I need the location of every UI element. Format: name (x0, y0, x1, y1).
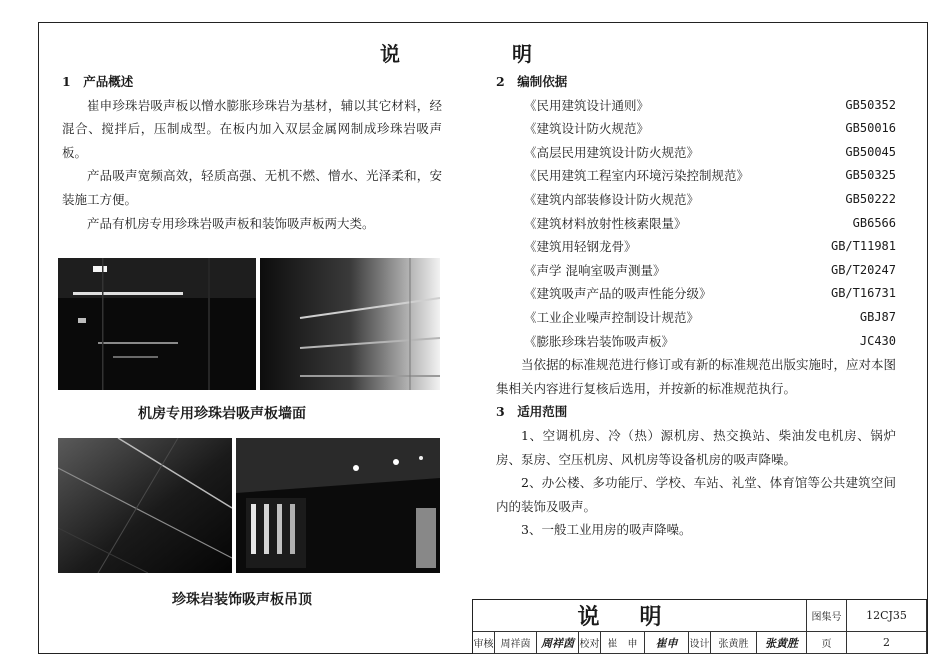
design-label: 设计 (689, 632, 711, 654)
ref-row (496, 306, 896, 330)
check-name: 崔 申 (601, 632, 645, 654)
page-number: 2 (847, 632, 927, 654)
ref-name: 《声学 混响室吸声测量》 (524, 262, 666, 278)
ref-code: GB50352 (845, 97, 896, 112)
ref-code: JC430 (859, 333, 896, 348)
wall-photo-left (58, 258, 256, 390)
ref-name: 《建筑用轻钢龙骨》 (524, 239, 637, 255)
ref-code: GB/T16731 (830, 286, 896, 301)
section3-item-3: 3、一般工业用房的吸声降噪。 (521, 522, 692, 538)
ref-code: GB50016 (845, 121, 896, 136)
ref-name: 《高层民用建筑设计防火规范》 (524, 144, 700, 160)
ceiling-photo-right (236, 438, 440, 573)
ref-row (496, 235, 896, 259)
ref-code: GBJ87 (859, 309, 896, 324)
atlas-number: 12CJ35 (847, 600, 927, 632)
review-signature: 周祥茵 (537, 632, 579, 654)
ref-name: 《建筑材料放射性核素限量》 (524, 215, 687, 231)
ref-code: GB/T11981 (830, 239, 896, 254)
ref-row (496, 117, 896, 141)
ref-name: 《民用建筑设计通则》 (524, 97, 650, 113)
right-column (496, 70, 896, 542)
page-title: 说 明 (380, 42, 534, 66)
ceiling-photo-left (58, 438, 232, 573)
caption-ceiling: 珍珠岩装饰吸声板吊顶 (172, 592, 312, 608)
wall-photo-right (260, 258, 440, 390)
ref-row (496, 164, 896, 188)
ref-row (496, 94, 896, 118)
ref-row (496, 141, 896, 165)
design-signature: 张黄胜 (757, 632, 807, 654)
ref-code: GB50045 (845, 144, 896, 159)
left-column (62, 70, 442, 235)
section3-item-2: 2、办公楼、多功能厅、学校、车站、礼堂、体育馆等公共建筑空间内的装饰及吸声。 (496, 475, 896, 514)
title-block (472, 599, 928, 654)
atlas-label: 图集号 (807, 600, 847, 632)
review-label: 审核 (473, 632, 495, 654)
section3-item-1: 1、空调机房、冷（热）源机房、热交换站、柴油发电机房、锅炉房、泵房、空压机房、风机房等设备机房的吸声降噪。 (496, 427, 896, 467)
section1-heading: 1 产品概述 (62, 74, 134, 89)
check-signature: 崔申 (645, 632, 689, 654)
ref-code: GB50325 (845, 168, 896, 183)
section1-para-1: 崔申珍珠岩吸声板以憎水膨胀珍珠岩为基材，辅以其它材料，经混合、搅拌后，压制成型。在板内加入双层金属网制成珍珠岩吸声板。 (62, 97, 442, 160)
ref-row (496, 330, 896, 354)
check-label: 校对 (579, 632, 601, 654)
review-name: 周祥茵 (495, 632, 537, 654)
ref-code: GB6566 (852, 215, 896, 230)
page-label: 页 (807, 632, 847, 654)
section1-para-2: 产品吸声宽频高效，轻质高强、无机不燃、憎水、光泽柔和，安装施工方便。 (62, 168, 442, 207)
title-block-title: 说明 (473, 600, 807, 632)
ref-name: 《工业企业噪声控制设计规范》 (524, 309, 700, 325)
ref-name: 《建筑吸声产品的吸声性能分级》 (524, 286, 712, 302)
ref-row (496, 259, 896, 283)
section2-heading: 2 编制依据 (496, 74, 568, 89)
ref-row (496, 212, 896, 236)
ref-code: GB/T20247 (830, 262, 896, 277)
ref-row (496, 282, 896, 306)
caption-wall: 机房专用珍珠岩吸声板墙面 (138, 406, 306, 422)
ref-code: GB50222 (845, 191, 896, 206)
ref-name: 《建筑内部装修设计防火规范》 (524, 191, 700, 207)
ref-name: 《民用建筑工程室内环境污染控制规范》 (524, 168, 750, 184)
section2-note: 当依据的标准规范进行修订或有新的标准规范出版实施时，应对本图集相关内容进行复核后选用，并按新的标准规范执行。 (496, 357, 897, 396)
section3-heading: 3 适用范围 (496, 404, 568, 420)
design-name: 张黄胜 (711, 632, 757, 654)
ref-row (496, 188, 896, 212)
ref-name: 《建筑设计防火规范》 (524, 121, 650, 137)
section1-para-3: 产品有机房专用珍珠岩吸声板和装饰吸声板两大类。 (87, 215, 375, 231)
ref-name: 《膨胀珍珠岩装饰吸声板》 (524, 333, 675, 349)
